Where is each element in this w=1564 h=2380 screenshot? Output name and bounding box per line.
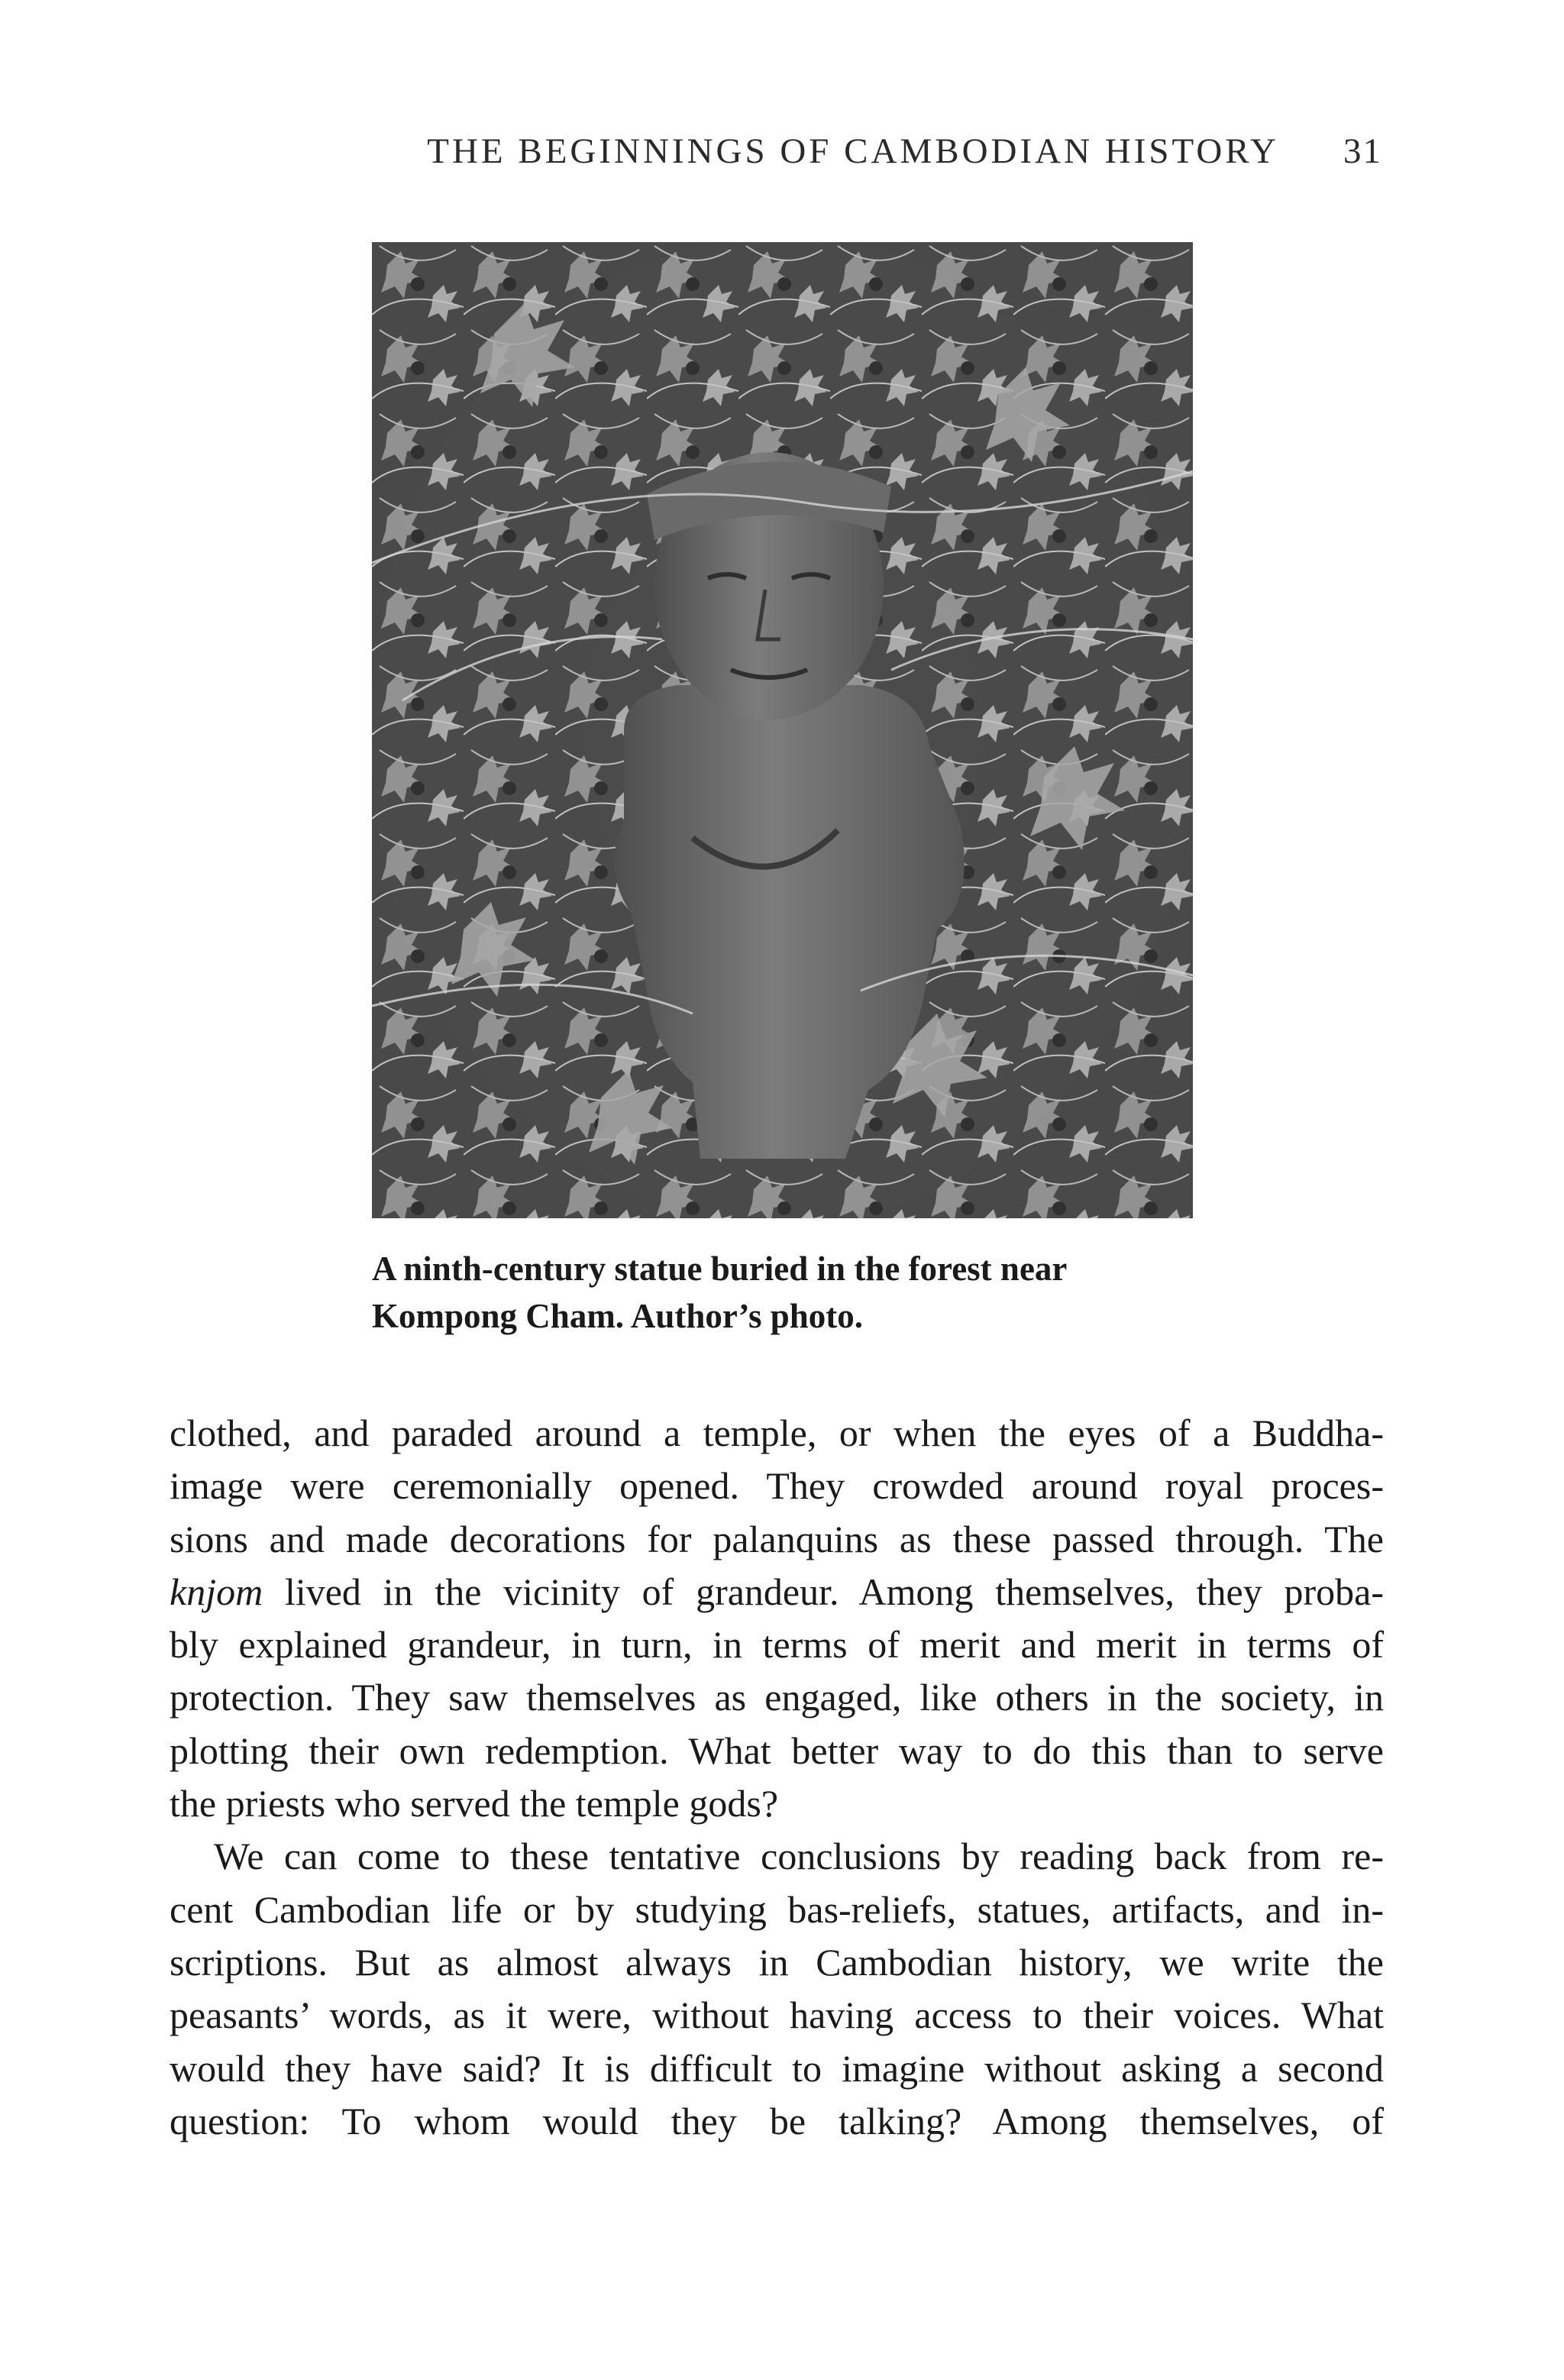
running-head — [328, 128, 1382, 174]
text-line: question: To whom would they be talking? Among themselves, of — [170, 2099, 1384, 2142]
body-text — [170, 1407, 1384, 2148]
text-line: the priests who served the temple gods? — [170, 1782, 779, 1825]
caption-line: Kompong Cham. Author’s photo. — [372, 1297, 864, 1335]
text-line — [170, 1566, 1384, 1618]
text-line: cent Cambodian life or by studying bas-reliefs, statues, artifacts, and in- — [170, 1887, 1384, 1931]
running-title: THE BEGINNINGS OF CAMBODIAN HISTORY — [427, 131, 1279, 171]
text-line: bly explained grandeur, in turn, in terms of merit and merit in terms of — [170, 1623, 1384, 1667]
figure-caption — [372, 1245, 1365, 1340]
text-line: would they have said? It is difficult to imagine without asking a second — [170, 2046, 1384, 2090]
caption-line: A ninth-century statue buried in the forest near — [372, 1250, 1068, 1288]
text-line: clothed, and paraded around a temple, or when the eyes of a Buddha- — [170, 1412, 1384, 1454]
text-line: We can come to these tentative conclusions by reading back from re- — [214, 1835, 1384, 1878]
text-line: scriptions. But as almost always in Cambodian history, we write the — [170, 1940, 1384, 1984]
italic-term: knjom — [170, 1570, 263, 1613]
text-line: plotting their own redemption. What better way to do this than to serve — [170, 1728, 1384, 1772]
text-line: image were ceremonially opened. They crowded around royal proces- — [170, 1464, 1384, 1508]
text-line: sions and made decorations for palanquins as these passed through. The — [170, 1517, 1384, 1560]
statue-photo — [372, 242, 1193, 1218]
text-line: peasants’ words, as it were, without having access to their voices. What — [170, 1994, 1384, 2037]
text-span: lived in the vicinity of grandeur. Among themselves, they proba- — [263, 1570, 1384, 1613]
text-line: protection. They saw themselves as engaged, like others in the society, in — [170, 1676, 1384, 1719]
page-number: 31 — [1343, 131, 1382, 171]
